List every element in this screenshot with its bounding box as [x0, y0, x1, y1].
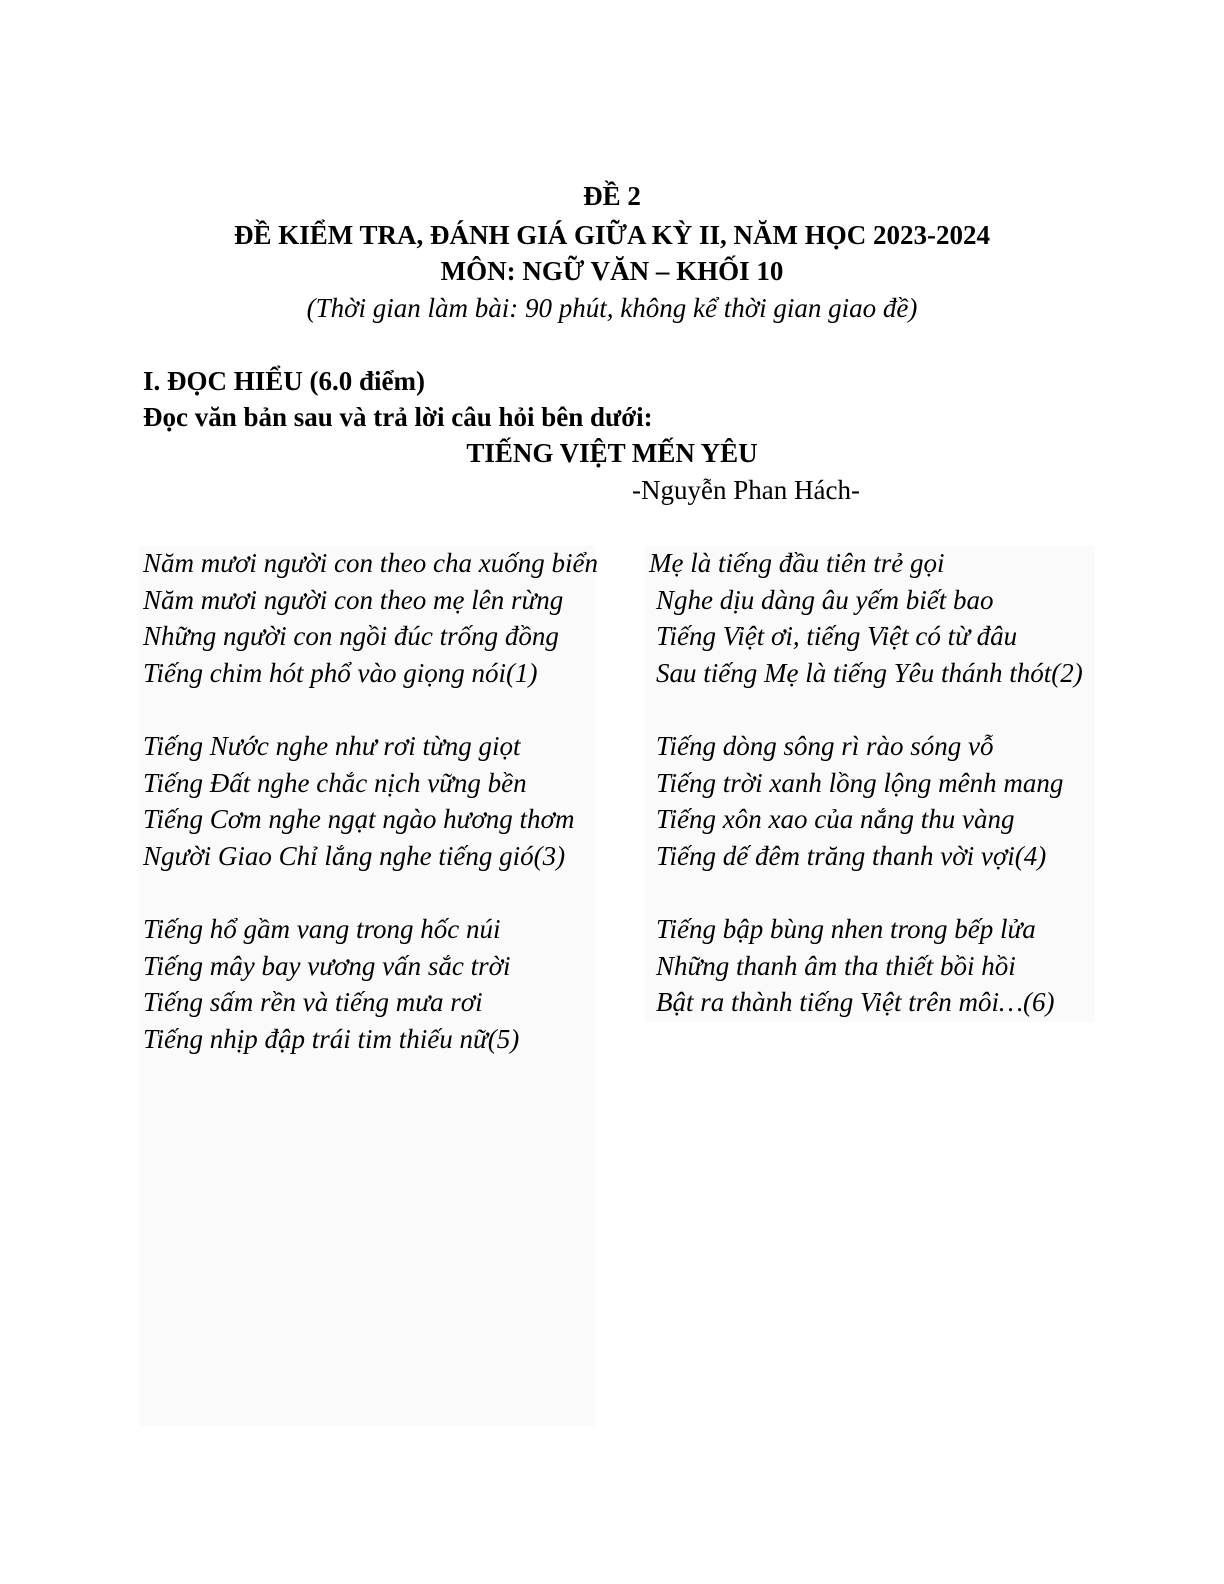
poem-line: Tiếng hổ gầm vang trong hốc núi [143, 914, 501, 944]
poem-line: Bật ra thành tiếng Việt trên môi…(6) [656, 987, 1055, 1017]
poem-line: Tiếng trời xanh lồng lộng mênh mang [656, 768, 1064, 798]
poem-line: Tiếng bập bùng nhen trong bếp lửa [656, 914, 1036, 944]
poem-line: Năm mươi người con theo cha xuống biển [143, 548, 598, 578]
poem-line: Tiếng Cơm nghe ngạt ngào hương thơm [143, 804, 575, 834]
poem-line: Tiếng Nước nghe như rơi từng giọt [143, 731, 521, 761]
poem-line: Tiếng Đất nghe chắc nịch vững bền [143, 768, 527, 798]
poem-title: TIẾNG VIỆT MẾN YÊU [466, 438, 758, 468]
poem-line: Tiếng dế đêm trăng thanh vời vợi(4) [656, 841, 1047, 871]
poem-line: Tiếng mây bay vương vấn sắc trời [143, 951, 511, 981]
exam-subject: MÔN: NGỮ VĂN – KHỐI 10 [440, 256, 784, 286]
poem-line: Nghe dịu dàng âu yếm biết bao [656, 585, 994, 615]
section-instruction: Đọc văn bản sau và trả lời câu hỏi bên dưới: [143, 402, 653, 432]
poem-line: Năm mươi người con theo mẹ lên rừng [143, 585, 564, 615]
poem-line: Sau tiếng Mẹ là tiếng Yêu thánh thót(2) [656, 658, 1083, 688]
exam-time-note: (Thời gian làm bài: 90 phút, không kể thời gian giao đề) [306, 293, 918, 323]
exam-title: ĐỀ KIỂM TRA, ĐÁNH GIÁ GIỮA KỲ II, NĂM HỌC 2023-2024 [233, 220, 991, 250]
poem-line: Những người con ngồi đúc trống đồng [143, 621, 559, 651]
poem-line: Tiếng dòng sông rì rào sóng vỗ [656, 731, 994, 761]
poem-line: Mẹ là tiếng đầu tiên trẻ gọi [649, 548, 945, 578]
poem-line: Tiếng nhịp đập trái tim thiếu nữ(5) [143, 1024, 520, 1054]
poem-line: Tiếng Việt ơi, tiếng Việt có từ đâu [656, 621, 1018, 651]
poem-author: -Nguyễn Phan Hách- [632, 475, 860, 505]
exam-number: ĐỀ 2 [583, 181, 641, 211]
poem-line: Tiếng sấm rền và tiếng mưa rơi [143, 987, 483, 1017]
poem-line: Những thanh âm tha thiết bồi hồi [656, 951, 1016, 981]
poem-line: Người Giao Chỉ lắng nghe tiếng gió(3) [143, 841, 566, 871]
poem-line: Tiếng xôn xao của nắng thu vàng [656, 804, 1015, 834]
section-title: I. ĐỌC HIỂU (6.0 điểm) [143, 366, 425, 396]
poem-line: Tiếng chim hót phổ vào giọng nói(1) [143, 658, 538, 688]
